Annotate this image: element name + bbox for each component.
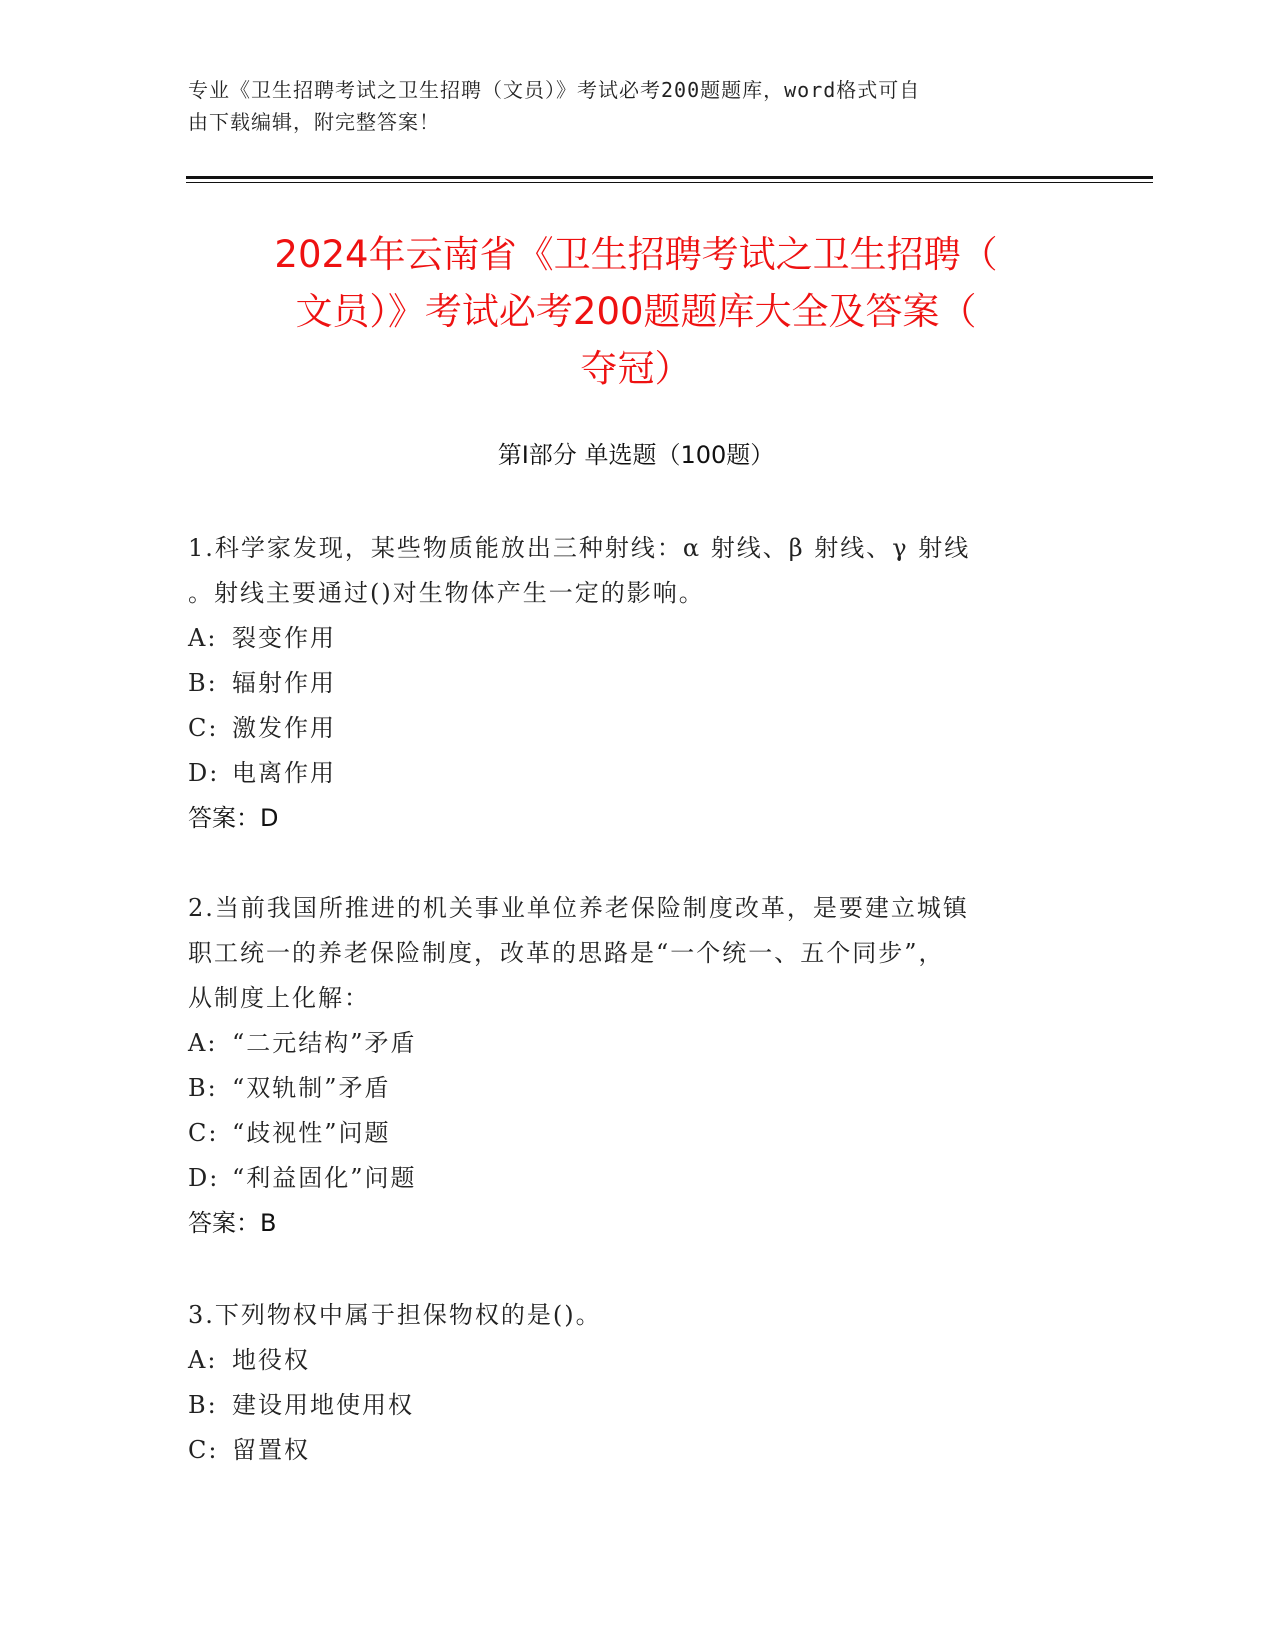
option-b: [188, 1066, 1088, 1111]
option-key: D:: [188, 1164, 220, 1192]
option-text: “利益固化”问题: [232, 1164, 417, 1192]
header-divider-thin: [186, 182, 1153, 183]
option-key: B:: [188, 1074, 218, 1102]
option-key: A:: [188, 1029, 218, 1057]
option-text: “歧视性”问题: [232, 1119, 391, 1147]
option-key: C:: [188, 1119, 219, 1147]
option-text: “二元结构”矛盾: [232, 1029, 417, 1057]
section-heading: 第Ⅰ部分 单选题（100题）: [497, 441, 775, 469]
header-note-line-1: 专业《卫生招聘考试之卫生招聘（文员）》考试必考200题题库，word格式可自: [188, 78, 921, 102]
option-a: [188, 1021, 1088, 1066]
option-text: 辐射作用: [232, 669, 336, 697]
question-stem-line: 3.下列物权中属于担保物权的是()。: [188, 1301, 602, 1329]
option-b: [188, 1383, 1088, 1428]
option-text: 地役权: [232, 1346, 310, 1374]
header-divider-thick: [186, 176, 1153, 179]
option-text: “双轨制”矛盾: [232, 1074, 391, 1102]
question-stem-line: 从制度上化解：: [188, 984, 370, 1012]
title-line-2: 文员）》考试必考200题题库大全及答案（: [295, 290, 977, 333]
question-2: [188, 886, 1088, 1246]
answer-line: 答案：B: [188, 1209, 277, 1237]
option-c: [188, 1111, 1088, 1156]
option-c: [188, 1428, 1088, 1473]
option-key: C:: [188, 1436, 219, 1464]
option-b: [188, 661, 1088, 706]
question-stem-line: 1.科学家发现，某些物质能放出三种射线：α 射线、β 射线、γ 射线: [188, 534, 971, 562]
title-line-1: 2024年云南省《卫生招聘考试之卫生招聘（: [274, 233, 998, 276]
option-key: C:: [188, 714, 219, 742]
question-stem-line: 职工统一的养老保险制度，改革的思路是“一个统一、五个同步”，: [188, 939, 945, 967]
option-text: 裂变作用: [232, 624, 336, 652]
answer-line: 答案：D: [188, 804, 279, 832]
header-note: [188, 74, 1088, 138]
option-key: D:: [188, 759, 220, 787]
question-stem-line: 2.当前我国所推进的机关事业单位养老保险制度改革，是要建立城镇: [188, 894, 969, 922]
option-c: [188, 706, 1088, 751]
option-text: 留置权: [232, 1436, 310, 1464]
option-key: B:: [188, 1391, 218, 1419]
option-key: B:: [188, 669, 218, 697]
question-stem-line: 。射线主要通过()对生物体产生一定的影响。: [188, 579, 705, 607]
option-d: [188, 1156, 1088, 1201]
header-note-line-2: 由下载编辑，附完整答案！: [188, 110, 440, 134]
option-key: A:: [188, 1346, 218, 1374]
document-title: [186, 226, 1086, 397]
question-3: [188, 1293, 1088, 1473]
option-a: [188, 616, 1088, 661]
option-text: 激发作用: [232, 714, 336, 742]
question-1: [188, 526, 1088, 841]
option-a: [188, 1338, 1088, 1383]
option-d: [188, 751, 1088, 796]
title-line-3: 夺冠）: [580, 347, 692, 390]
option-text: 电离作用: [232, 759, 336, 787]
option-key: A:: [188, 624, 218, 652]
option-text: 建设用地使用权: [232, 1391, 414, 1419]
